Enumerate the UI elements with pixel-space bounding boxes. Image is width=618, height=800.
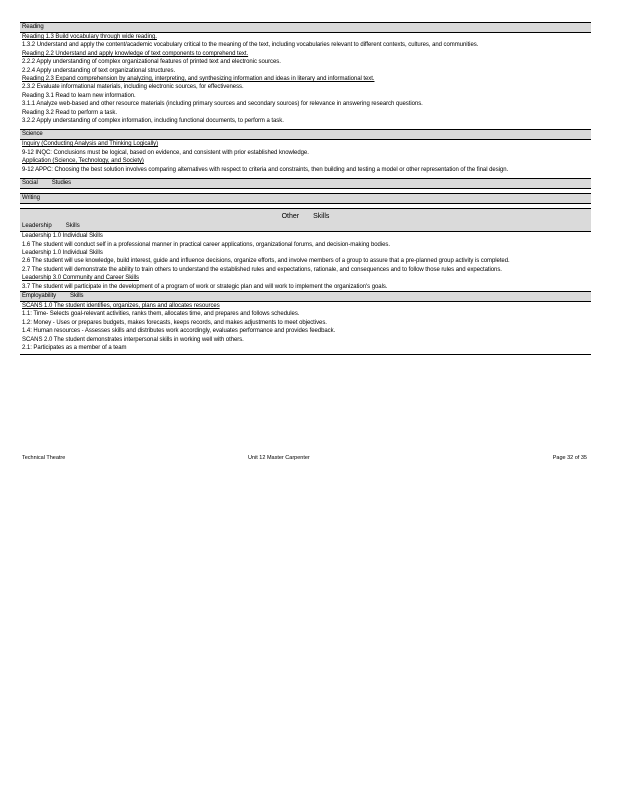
standard-line: Leadership 1.0 Individual Skills [22,233,103,240]
bottom-rule [20,352,591,355]
standard-line: 2.1: Participates as a member of a team [22,344,127,351]
standard-line: Leadership 1.0 Individual Skills [22,249,103,256]
standard-line: Reading 3.1 Read to learn new information. [22,92,136,99]
standard-line: 3.2.2 Apply understanding of complex information, including functional documents, to perform a task. [22,118,284,125]
employability-header [20,291,591,302]
standard-line: 3.1.1 Analyze web-based and other resource materials (including primary sources and secondary sources) for relevance in answering research questions. [22,101,423,108]
other-skills-block [20,208,591,232]
science-section [20,140,591,174]
reading-section [20,33,591,125]
other-skills-title-a: Other [281,213,300,221]
leadership-section [20,232,591,291]
standard-line: 3.7 The student will participate in the development of a program of work or strategic plan and will work to implement the organization's goals. [22,283,388,290]
top-rule [20,14,591,23]
standard-line: SCANS 1.0 The student identifies, organizes, plans and allocates resources [22,302,220,309]
leadership-label-b: Skills [65,223,80,230]
footer-course: Technical Theatre [22,455,66,461]
standard-line: 9-12 INQC: Conclusions must be logical, based on evidence, and consistent with prior established knowledge. [22,149,309,156]
social-studies-label-a: Social [22,180,38,187]
social-studies-label-b: Studies [51,180,72,187]
other-skills-title-b: Skills [313,213,330,221]
standard-line: 2.7 The student will demonstrate the ability to train others to understand the established rules and expectations, rationale, and consequences and to follow those rules and expectations. [22,266,502,273]
standard-line: Reading 1.3 Build vocabulary through wide reading. [22,34,157,40]
standard-line: Leadership 3.0 Community and Career Skills [22,275,139,282]
writing-header: Writing [20,193,591,204]
employability-label-b: Skills [70,292,84,299]
standard-line: 1.2: Money - Uses or prepares budgets, makes forecasts, keeps records, and makes adjustments to meet objectives. [22,319,327,326]
social-studies-header [20,178,591,189]
standards-page [20,14,591,355]
standard-line: 1.6 The student will conduct self in a professional manner in practical career applications, organizational forums, and decision-making bodies. [22,241,390,248]
employability-label-a: Employability [22,292,57,299]
standard-line: 2.2.4 Apply understanding of text organizational structures. [22,67,176,74]
leadership-label-a: Leadership [22,223,52,230]
standard-line: Reading 2.2 Understand and apply knowledge of text components to comprehend text. [22,50,249,57]
standard-line: Reading 3.2 Read to perform a task. [22,109,117,116]
footer-unit: Unit 12 Master Carpenter [248,455,310,461]
standard-line: Application (Science, Technology, and Society) [22,158,144,165]
standard-line: Inquiry (Conducting Analysis and Thinking Logically) [22,141,159,148]
standard-line: 2.2.2 Apply understanding of complex organizational features of printed text and electronic sources. [22,59,281,66]
footer-page-number: Page 32 of 35 [552,455,587,461]
reading-header: Reading [20,23,591,33]
standard-line: 9-12 APPC: Choosing the best solution involves comparing alternatives with respect to criteria and constraints, then building and testing a model or other representation of the final design. [22,166,509,173]
standard-line: 1.4: Human resources - Assesses skills and distributes work accordingly, evaluates performance and provides feedback. [22,328,336,335]
other-skills-title [20,209,591,222]
leadership-header [20,222,591,232]
standard-line: 1.3.2 Understand and apply the content/academic vocabulary critical to the meaning of the text, including vocabularies relevant to different contexts, cultures, and communities. [22,42,479,49]
standard-line: SCANS 2.0 The student demonstrates interpersonal skills in working well with others. [22,336,244,343]
standard-line: 2.3.2 Evaluate informational materials, including electronic sources, for effectiveness. [22,84,244,91]
science-header: Science [20,129,591,140]
standard-line: Reading 2.3 Expand comprehension by analyzing, interpreting, and synthesizing information and ideas in literary and informational text. [22,76,375,83]
employability-section [20,302,591,352]
standard-line: 2.6 The student will use knowledge, build interest, guide and influence decisions, organize efforts, and involve members of a group to assure that a pre-planned group activity is completed. [22,258,510,265]
standard-line: 1.1: Time- Selects goal-relevant activities, ranks them, allocates time, and prepares and follows schedules. [22,311,300,318]
